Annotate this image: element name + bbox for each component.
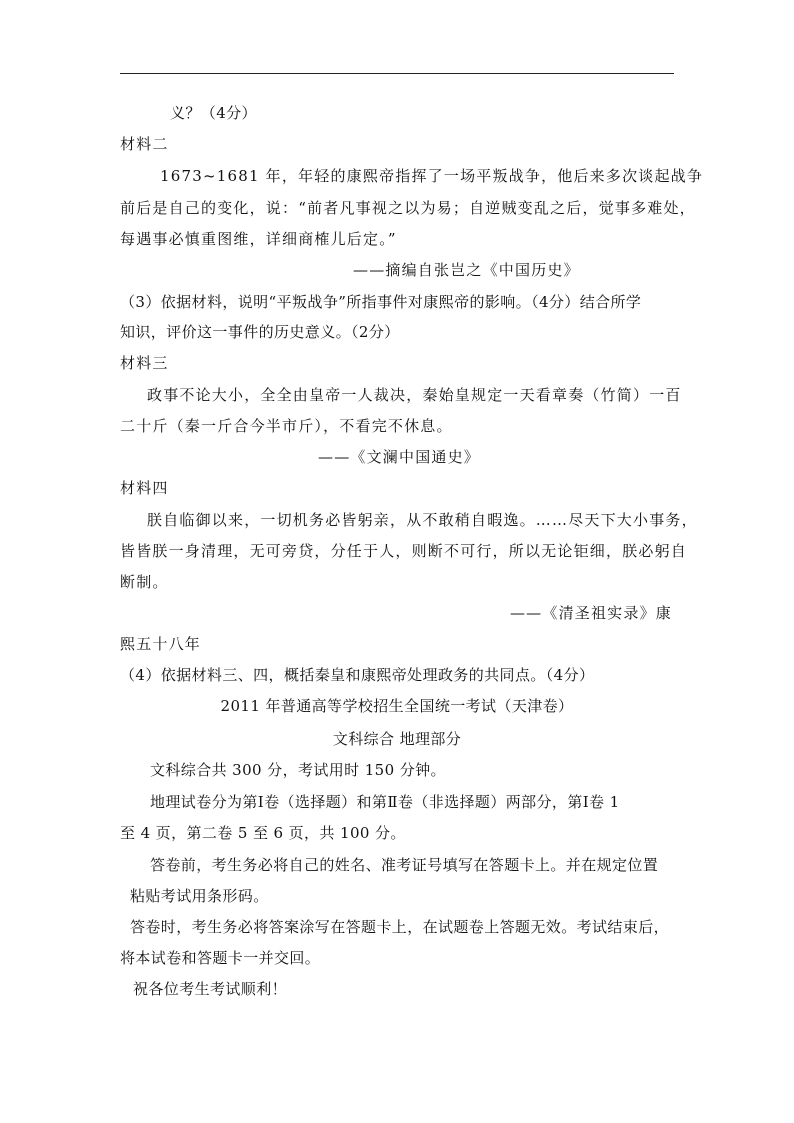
material-2-line-3: 每遇事必慎重图维，详细商榷儿后定。”: [120, 230, 397, 248]
material-4-line-3: 断制。: [120, 573, 169, 591]
question-3-line-2: 知识，评价这一事件的历史意义。（2分）: [120, 323, 400, 341]
header-rule: [120, 73, 674, 74]
material-2-source: ——摘编自张岂之《中国历史》: [353, 261, 580, 279]
material-4-source-cont: 熙五十八年: [120, 635, 202, 653]
instruction-3-line-1: 答卷前，考生务必将自己的姓名、准考证号填写在答题卡上。并在规定位置: [150, 856, 659, 874]
material-4-line-1: 朕自临御以来，一切机务必皆躬亲，从不敢稍自暇逸。……尽天下大小事务，: [147, 511, 698, 529]
instruction-4-line-2: 将本试卷和答题卡一并交回。: [120, 949, 321, 967]
question-tail: 义？（4分）: [170, 104, 257, 122]
question-4: （4）依据材料三、四，概括秦皇和康熙帝处理政务的共同点。（4分）: [120, 666, 595, 684]
material-3-line-1: 政事不论大小，全全由皇帝一人裁决，秦始皇规定一天看章奏（竹简）一百: [147, 386, 682, 404]
instruction-2-line-1: 地理试卷分为第Ⅰ卷（选择题）和第Ⅱ卷（非选择题）两部分，第Ⅰ卷 1: [150, 793, 620, 811]
exam-subtitle: 文科综合 地理部分: [332, 730, 462, 748]
instruction-4-line-1: 答卷时，考生务必将答案涂写在答题卡上，在试题卷上答题无效。考试结束后，: [130, 918, 670, 936]
material-2-line-1: 1673~1681 年，年轻的康熙帝指挥了一场平叛战争，他后来多次谈起战争: [160, 167, 704, 185]
exam-title: 2011 年普通高等学校招生全国统一考试（天津卷）: [220, 697, 574, 715]
material-4-source: ——《清圣祖实录》康: [509, 604, 672, 622]
question-3-line-1: （3）依据材料，说明“平叛战争”所指事件对康熙帝的影响。（4分）结合所学: [120, 293, 642, 311]
material-4-line-2: 皆皆朕一身清理，无可旁贷，分任于人，则断不可行，所以无论钜细，朕必躬自: [120, 542, 688, 560]
closing-wish: 祝各位考生考试顺利！: [133, 980, 288, 998]
material-2-heading: 材料二: [120, 135, 169, 153]
material-3-source: ——《文澜中国通史》: [318, 448, 481, 466]
instruction-1: 文科综合共 300 分，考试用时 150 分钟。: [150, 761, 446, 779]
material-2-line-2: 前后是自己的变化，说：“前者凡事视之以为易；自逆贼变乱之后，觉事多难处，: [120, 199, 696, 217]
material-3-heading: 材料三: [120, 354, 169, 372]
material-4-heading: 材料四: [120, 479, 169, 497]
material-3-line-2: 二十斤（秦一斤合今半市斤），不看完不休息。: [120, 417, 453, 435]
instruction-3-line-2: 粘贴考试用条形码。: [130, 887, 269, 905]
instruction-2-line-2: 至 4 页，第二卷 5 至 6 页，共 100 分。: [120, 824, 406, 842]
